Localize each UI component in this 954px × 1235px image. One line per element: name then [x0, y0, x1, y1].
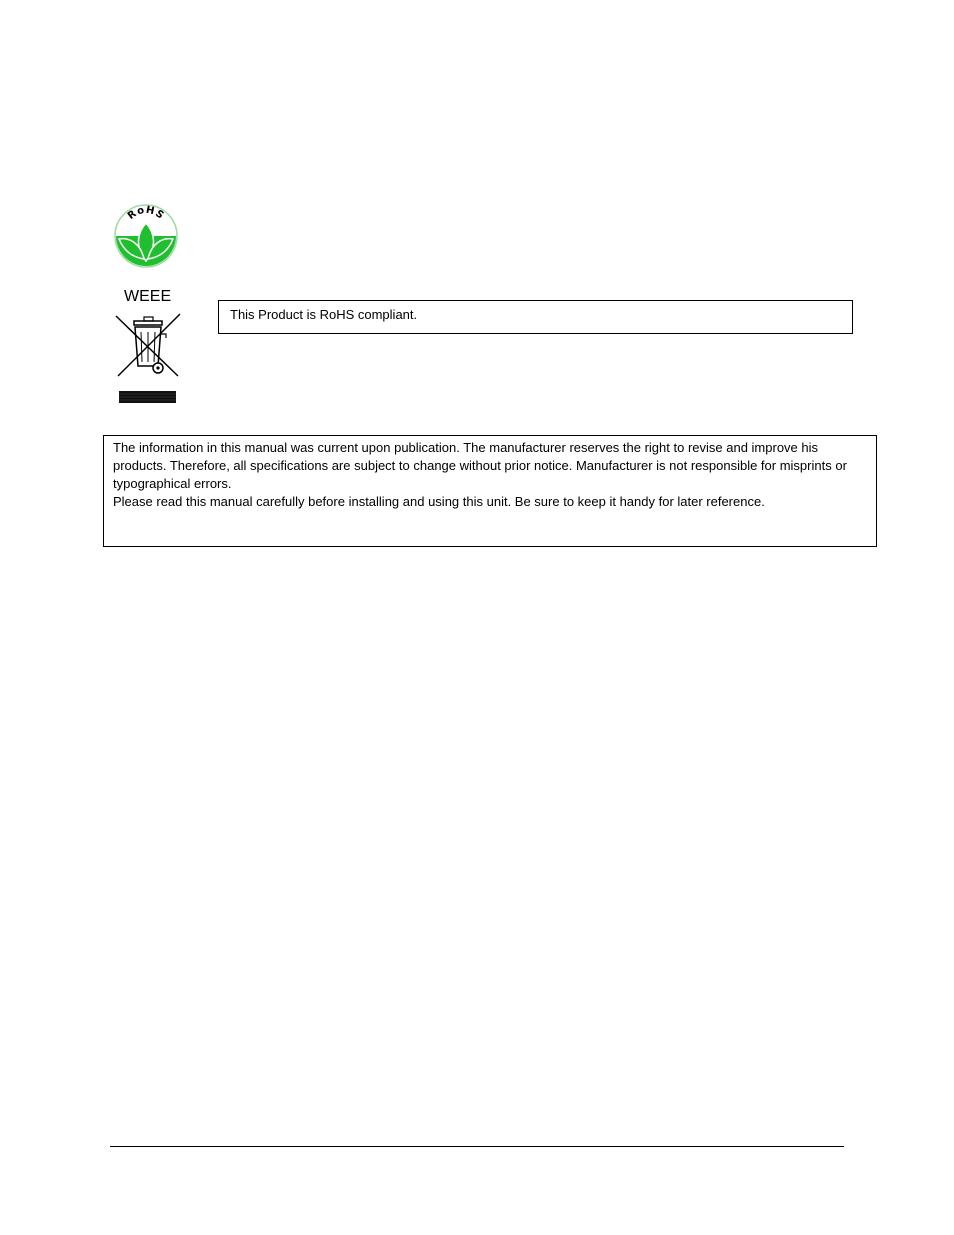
footer-divider	[110, 1146, 844, 1147]
weee-bin-icon	[113, 312, 183, 406]
disclaimer-paragraph-2: Please read this manual carefully before installing and using this unit. Be sure to keep it handy for later reference.	[113, 494, 765, 509]
disclaimer-paragraph-1: The information in this manual was current upon publication. The manufacturer reserves the right to revise and improve his products. Therefore, all specifications are subject to change without prior notice. Manufacturer is not responsible for misprints or typographical errors.	[113, 440, 847, 491]
rohs-compliance-text: This Product is RoHS compliant.	[230, 307, 418, 322]
manual-disclaimer-box	[103, 435, 877, 547]
rohs-badge-text: RoHS	[125, 204, 167, 222]
rohs-compliance-notice	[218, 300, 853, 334]
weee-label: WEEE	[124, 288, 172, 305]
rohs-logo-icon	[113, 203, 179, 269]
